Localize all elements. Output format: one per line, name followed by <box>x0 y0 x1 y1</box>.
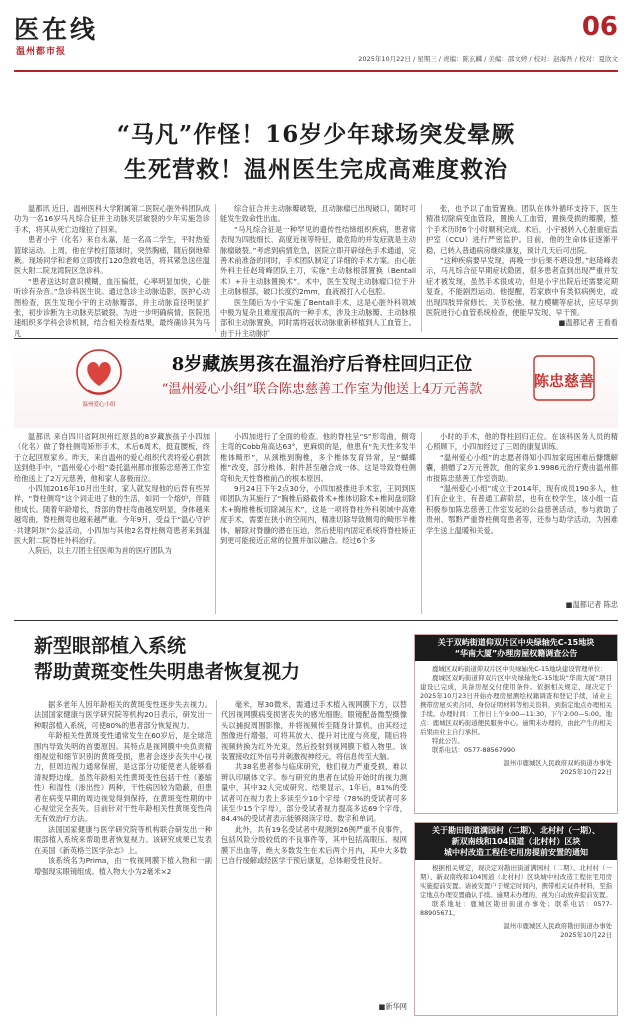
article1-column-3 <box>426 204 618 332</box>
section-divider <box>14 338 618 339</box>
masthead-rule <box>14 70 618 72</box>
article2-column-3 <box>426 432 618 602</box>
paragraph: “温州爱心小组”成立于2014年，现有成员190多人，他们有企业主、有普通工薪阶层，也有在校学生，该小组一直积极参加陈忠慈善工作室发起的公益慈善活动，参与救助了贵州、鄂黔严重脊柱侧弯患者等，还参与助学活动，为困难学生送上温暖和关爱。 <box>426 484 618 535</box>
paragraph: 鹿城区双屿街道仰双片区中央绿轴先C-15地块“华南大厦”项目建设已完成，具备房屋交付使用条件。依据相关规定，现决定于2025年10月23日开始办理房屋测绘权籍调查和登记手续，请业主携带房屋买卖合同、身份证明材料等相关资料，到指定地点办理相关手续。办理时间：工作日上午9:00—11:30，下午2:00—5:00。地点：鹿城区双屿街道便民服务中心。逾期未办理的，由此产生的相关后果由业主自行承担。 <box>420 674 612 736</box>
paragraph: 鹿城区双屿街道仰双片区中央绿轴先C-15地块建设管理单位： <box>432 665 607 673</box>
paragraph: 特此公告。 <box>432 737 464 745</box>
paragraph: 共38名患者参与临床研究，他们视力严重受损，难以辨认印刷体文字。参与研究的患者在试验开始时的视力测量中，其中32人完成研究。结果显示，1年后，81%的受试者可在视力表上多读至少10个字母（78%的受试者可多读至少15个字母），部分受试者视力提高多达69个字母，84.4%的受试者表示能够阅读字母、数字和单词。 <box>221 762 407 824</box>
emblem-text: 温州爱心小组 <box>82 402 116 408</box>
notice-1-body <box>415 661 617 759</box>
paragraph: “患者送达时意识模糊，血压偏低，心率明显加快，心脏听诊有杂音。”急诊科医生说。通过急诊主动脉造影，医护心动图检查，医生发现小宇的主动脉瓣部，并主动脉直径明显扩张，初步诊断为主动脉夹层破裂。为进一步明确病情，医院迅速组织多学科会诊机制，结合相关检查结果，最终确诊其为马凡 <box>14 276 210 338</box>
column-divider <box>215 204 216 332</box>
section-divider <box>14 620 618 621</box>
column-divider <box>421 204 422 332</box>
paragraph: 张，也予以了血管置换。团队在体外循环支持下，医生精准切除病变血管段，置换人工血管，置换受损的瓣膜，整个手术历时6个小时顺利完成。术后，小宇被转入心脏重症监护室（CCU）进行严密监护。目前，他的生命体征逐渐平稳，已转入普通病房继续康复，预计几天后可出院。 <box>426 204 618 255</box>
paragraph: 温都讯 近日，温州医科大学附属第二医院心脏外科团队成功为一名16岁马凡综合征并主动脉夹层破裂的少年实施急诊手术，将其从死亡边缘拉了回来。 <box>14 204 210 234</box>
section-title: 医在线 <box>14 15 99 44</box>
paragraph: 小四加2016年10月出生时，家人就发现他的后背有些异样，“脊柱侧弯”这个词走进了他的生活，如同一个熔炉，伴随他成长。随着年龄增长，背部的脊柱弯曲越发明显，身体越来越弯曲，脊柱侧弯也越来越严重。今年9月，受益于“温心守护·共建阿坝”公益活动，小四加与其他2名脊柱侧弯患者来到温医大附二院脊柱外科治疗。 <box>14 484 210 546</box>
paragraph: 法国国家健康与医学研究院等机构联合研发出一种眼部植入系统来帮助患者恢复视力。该研究成果已发表在美国《新英格兰医学杂志》上。 <box>34 824 212 855</box>
article3-column-1 <box>34 700 212 1016</box>
article3-headline-1: 新型眼部植入系统 <box>34 635 187 657</box>
paragraph: 温都讯 来自四川省阿坝州红原县的8岁藏族孩子小四加（化名）做了脊柱侧弯矫形手术，术后6周术，挺直腰板，终于立起回原家乡。昨天，来自温州的爱心组织代表将爱心捐款送到他手中，“温州爱心小组”委托温州都市报陈忠慈善工作室给他送上了2万元慈善，他和家人喜极而泣。 <box>14 432 210 483</box>
article2-subheadline: “温州爱心小组”联合陈忠慈善工作室为他送上4万元善款 <box>161 382 483 397</box>
paragraph: 小四加进行了全面的检查。他的脊柱呈“S”形弯曲，侧弯主弯的Cobb角高达63°，更麻烦的是，他患有“先天性多发半椎体畸形”，从颈椎到胸椎，多个椎体发育异常，呈“蝴蝶椎”改变，部分椎体、附件甚至融合成一体。这是导致脊柱侧弯和先天性脊椎前凸的根本原因。 <box>220 432 416 483</box>
paragraph: 综合征合并主动脉瓣破裂，且动脉瘤已出现破口，随时可能发生致命性出血。 <box>220 204 416 224</box>
article3-signature: ■新华网 <box>378 1002 407 1011</box>
column-divider <box>421 432 422 614</box>
article2-signature: ■温都记者 陈忠 <box>565 600 618 609</box>
article2-column-1 <box>14 432 210 614</box>
article2-column-2 <box>220 432 416 614</box>
column-divider <box>215 432 216 614</box>
article3-headline-2: 帮助黄斑变性失明患者恢复视力 <box>34 661 301 683</box>
charity-seal-icon <box>530 348 598 406</box>
article2-headline: 8岁藏族男孩在温治疗后脊柱回归正位 <box>171 354 473 375</box>
paragraph: 小时的手术，他的脊柱回归正位。在该科医务人员的精心照顾下，小四加经过了三周的康复训练。 <box>426 432 618 452</box>
article1-column-1 <box>14 204 210 338</box>
paper-name: 温州都市报 <box>16 47 67 57</box>
paragraph: 该系统名为Prima，由一枚视网膜下植入物和一副增强现实眼镜组成。植入物大小为2毫米×2 <box>34 856 212 876</box>
paragraph: 据多老年人因年龄相关的黄斑变性逐步失去视力。法国国家健康与医学研究院等机构20日表示，研发出一种眼部植入系统，可使80%的患者部分恢复视力。 <box>34 700 212 730</box>
seal-text: 陈忠慈善 <box>533 372 595 390</box>
paragraph: 联系地址：鹿城区勘田街道办事处；联系电话：0577-88905671。 <box>420 900 612 917</box>
paragraph: 入院后，以主刀团主任医师为首的医疗团队为 <box>28 546 172 556</box>
article3-column-2 <box>221 700 407 1000</box>
paragraph: 年龄相关性黄斑变性通常发生在60岁后，是全球范围内导致失明的首要原因。其特点是视网膜中央负责精细视觉和细节识别的黄斑受损，患者会逐步丧失中心视力，但周边视力通常保留，是这部分功能使老人能够看清视野边缘。虽然年龄相关性黄斑变性包括干性（萎缩性）和湿性（渗出性）两种，干性病因较为隐蔽，但患者在病变早期的周边视觉得到保持，在黄斑变性期的中心视觉完全丧失。目前针对干性年龄相关性黄斑变性尚无有效治疗方法。 <box>34 731 212 824</box>
heart-emblem-icon <box>74 346 124 402</box>
article1-signature: ■温都记者 王看看 <box>558 318 618 327</box>
notice-2-title: 关于勘田街道满园村（二期）、北村村（一期）、 新双南线和104国道（北村村）区块 城中村改造工程住宅用房提前安置的通知 <box>415 823 617 860</box>
masthead <box>14 10 618 68</box>
notice-1-title: 关于双屿街道仰双片区中央绿轴先C-15地块 “华南大厦”办理房屋权籍调查公告 <box>415 635 617 661</box>
paragraph: 根据相关规定，现决定对勘田街道满园村（二期）、北村村（一期）、新双南线和104国道（北村村）区块城中村改造工程住宅用房实施提前安置。请被安置户于规定时间内，携带相关证件材料，至指定地点办理安置确认手续。逾期未办理的，视为自动放弃提前安置。 <box>420 864 612 899</box>
article2-banner <box>14 342 618 428</box>
article1-headline-1: “马凡”作怪！16岁少年球场突发晕厥 <box>116 121 516 148</box>
page-number: 06 <box>581 12 618 42</box>
paragraph: 9月24日下午2点30分，小四加被推进手术室，王同到医师团队为其施行了“胸椎后路截骨术+椎体切除术+椎间盘切除术+胸椎椎板切除减压术”，这是一项将脊柱外科领域中高难度手术，需要在狭小的空间内，精准切除导致侧弯的畸形半椎体，解除对脊髓的潜在压迫，然后使用内固定系统将脊柱矫正到更可能接近正常的位置并加以融合。经过6个多 <box>220 484 416 546</box>
notice-2-body <box>415 860 617 922</box>
notice-2 <box>414 822 618 1016</box>
paragraph: “温州爱心小组”的志愿者得知小四加家庭困难后慷慨解囊，捐赠了2万元善款，他的家乡1.9986元治疗费由温州都市报陈忠慈善工作室资助。 <box>426 452 618 483</box>
notice-2-signature: 温州市鹿城区人民政府勘田街道办事处 2025年10月22日 <box>503 922 612 939</box>
paragraph: 联系电话：0577-88567990 <box>432 746 516 754</box>
notice-1 <box>414 634 618 814</box>
paragraph: “这种疾病要早发现，再晚一步后果不堪设想。”赵琦峰表示，马凡综合征早期症状隐匿，很多患者直到出现严重并发症才被发现，虽然手术很成功，但是小宇出院后还需要定期复查，不能剧烈运动。他提醒，若家族中有类似病例史，或出现四肢异常修长、关节松弛、视力模糊等症状，应尽早到医院进行心血管系统检查，便能早发现、早干预。 <box>426 256 618 318</box>
paragraph: 医生随后为小宇实施了Bentall手术，这是心脏外科领域中极为复杂且难度很高的一种手术，涉及主动脉瓣、主动脉根部和主动脉置换，同时需将冠状动脉重新移植到人工血管上。由于升主动脉扩 <box>220 297 416 338</box>
article1-headline-2: 生死营救！温州医生完成高难度救治 <box>124 156 508 183</box>
paragraph: 此外，共有19名受试者中观测到26例严重不良事件，包括风险分级较低的不良事件等，其中包括高眼压、视网膜下出血等，绝大多数发生在术后两个月内，其中大多数已自行缓解或经医学干预后康复，总体耐受性良好。 <box>221 824 407 866</box>
article1-column-2 <box>220 204 416 338</box>
paragraph: 患者小宇（化名）来自永嘉，是一名高二学生，平时热爱篮球运动。上周，他在学校打篮球时，突然胸痛，随后倒地晕厥。现场同学和老师立即拨打120急救电话，将其紧急送往温医大附二院龙湾院区急诊科。 <box>14 235 210 276</box>
notice-1-signature: 温州市鹿城区人民政府双屿街道办事处 2025年10月22日 <box>503 759 612 776</box>
paragraph: “马凡综合征是一种罕见的遗传性结缔组织疾病，患者常表现为四肢细长、高度近视等特征，最危险的并发症就是主动脉瘤破裂。”考虑到病情危急，医院立即开辟绿色手术通道，完善术前准备的同时，手术团队制定了详细的手术方案。由心脏外科主任赵琦峰团队主刀，实施“主动脉根部置换（Bentall术）+升主动脉置换术”。术中，医生发现主动脉瘤口位于升主动脉根部，破口长度约2mm，血液被打入心包腔。 <box>220 224 416 297</box>
paragraph: 毫米，厚30微米，需通过手术植入视网膜下方，以替代因视网膜病变损害丧失的感光细胞。眼镜配备微型摄像头以捕捉周围影像，并将视频传至随身计算机，由其经过图像进行增强，可将其放大、提升对比度与亮度，随后将视频转换为红外光束，然后投射到视网膜下植入物里。该装置接收红外信号并刺激视神经元，将信息传至大脑。 <box>221 700 407 762</box>
column-divider <box>216 700 217 1016</box>
page-meta: 2025年10月22日 / 星期三 / 责编：陈玄麟 / 美编：邵文婷 / 校对：赵海吾 / 校对：夏欣文 <box>358 55 618 63</box>
